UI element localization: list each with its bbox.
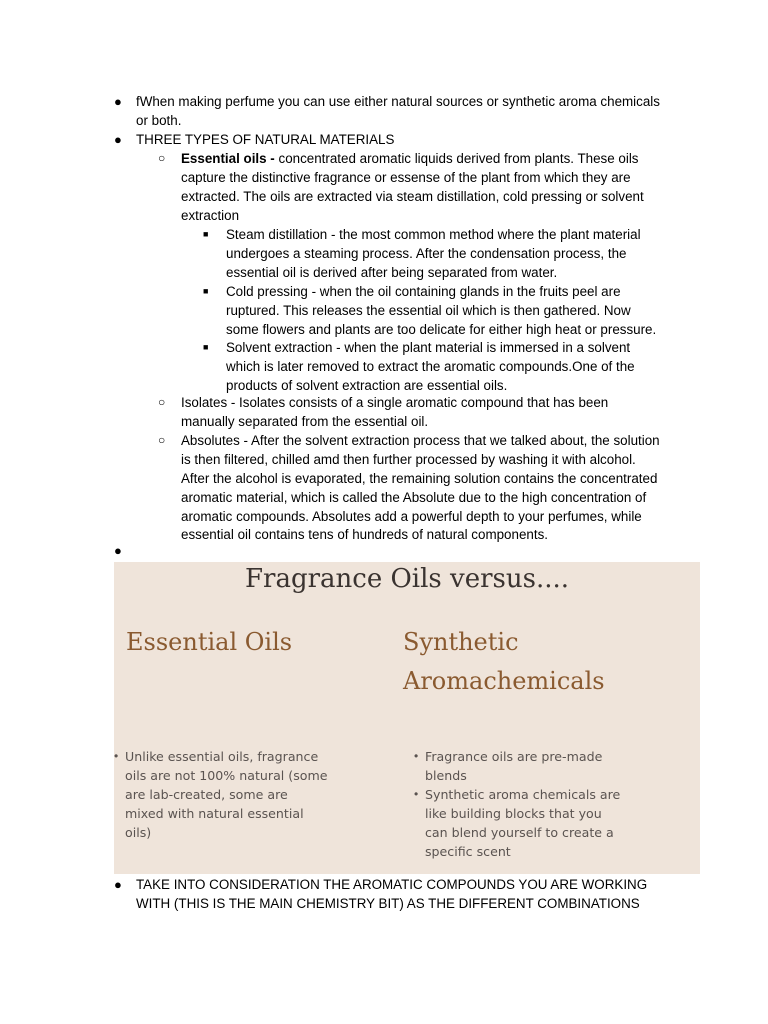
bullet-1-line-2: or both.: [136, 113, 182, 128]
left-item-line-2: oils are not 100% natural (some: [125, 768, 328, 783]
synthetic-heading-line-2: Aromachemicals: [403, 667, 605, 695]
essential-oils-line-2: capture the distinctive fragrance or essense of the plant from which they are: [181, 170, 631, 185]
fragrance-comparison-slide: [114, 562, 700, 874]
essential-oils-definition: concentrated aromatic liquids derived from plants. These oils: [274, 151, 639, 166]
solvent-line-1: Solvent extraction - when the plant material is immersed in a solvent: [226, 340, 631, 355]
slide-bullet: •: [114, 749, 119, 763]
absolutes-line-6: essential oil contains tens of hundreds of natural components.: [181, 527, 548, 542]
left-item-line-1: Unlike essential oils, fragrance: [125, 749, 319, 764]
cold-line-1: Cold pressing - when the oil containing glands in the fruits peel are: [226, 284, 621, 299]
right-item1-line-1: Fragrance oils are pre-made: [425, 749, 603, 764]
slide-bullet: •: [414, 749, 419, 763]
solvent-line-2: which is later removed to extract the aromatic compounds.One of the: [226, 359, 635, 374]
bullet-4-line-2: WITH (THIS IS THE MAIN CHEMISTRY BIT) AS THE DIFFERENT COMBINATIONS: [136, 896, 640, 911]
bullet-2-text: THREE TYPES OF NATURAL MATERIALS: [136, 132, 395, 147]
essential-oils-term: Essential oils -: [181, 151, 275, 166]
right-item2-line-1: Synthetic aroma chemicals are: [425, 787, 621, 802]
essential-oils-line-4: extraction: [181, 208, 240, 223]
left-item-line-4: mixed with natural essential: [125, 806, 304, 821]
isolates-line-1: Isolates - Isolates consists of a single aromatic compound that has been: [181, 395, 609, 410]
absolutes-line-3: After the alcohol is evaporated, the remaining solution contains the concentrated: [181, 471, 658, 486]
bullet-dot: ●: [114, 877, 122, 892]
right-item2-line-3: can blend yourself to create a: [425, 825, 614, 840]
bullet-dot: ●: [114, 543, 122, 558]
sub-bullet-circle: ○: [158, 151, 166, 165]
essential-oils-line-1: [181, 149, 639, 168]
sub-sub-bullet-square: ■: [203, 342, 209, 352]
solvent-line-3: products of solvent extraction are essential oils.: [226, 378, 508, 393]
absolutes-line-5: aromatic compounds. Absolutes add a powerful depth to your perfumes, while: [181, 509, 642, 524]
absolutes-line-2: is then filtered, chilled amd then further processed by washing it with alcohol.: [181, 452, 636, 467]
right-item2-line-4: specific scent: [425, 844, 511, 859]
left-item-line-5: oils): [125, 825, 152, 840]
left-item-line-3: are lab-created, some are: [125, 787, 288, 802]
slide-bullet: •: [414, 787, 419, 801]
right-item1-line-2: blends: [425, 768, 467, 783]
bullet-4-line-1: TAKE INTO CONSIDERATION THE AROMATIC COMPOUNDS YOU ARE WORKING: [136, 877, 648, 892]
sub-bullet-circle: ○: [158, 395, 166, 409]
steam-line-3: essential oil is derived after being separated from water.: [226, 265, 558, 280]
right-item2-line-2: like building blocks that you: [425, 806, 602, 821]
cold-line-3: some flowers and plants are too delicate for either high heat or pressure.: [226, 322, 657, 337]
essential-oils-heading: Essential Oils: [126, 628, 293, 656]
synthetic-heading-line-1: Synthetic: [403, 628, 519, 656]
absolutes-line-4: aromatic material, which is called the Absolute due to the high concentration of: [181, 490, 647, 505]
bullet-dot: ●: [114, 132, 122, 147]
absolutes-line-1: Absolutes - After the solvent extraction process that we talked about, the solution: [181, 433, 660, 448]
bullet-dot: ●: [114, 94, 122, 109]
slide-title: Fragrance Oils versus....: [244, 564, 570, 594]
sub-sub-bullet-square: ■: [203, 229, 209, 239]
bullet-1-line-1: fWhen making perfume you can use either natural sources or synthetic aroma chemicals: [136, 94, 660, 109]
essential-oils-line-3: extracted. The oils are extracted via steam distillation, cold pressing or solvent: [181, 189, 644, 204]
steam-line-1: Steam distillation - the most common method where the plant material: [226, 227, 641, 242]
sub-bullet-circle: ○: [158, 433, 166, 447]
sub-sub-bullet-square: ■: [203, 286, 209, 296]
isolates-line-2: manually separated from the essential oil.: [181, 414, 429, 429]
cold-line-2: ruptured. This releases the essential oil which is then gathered. Now: [226, 303, 631, 318]
steam-line-2: undergoes a steaming process. After the condensation process, the: [226, 246, 627, 261]
